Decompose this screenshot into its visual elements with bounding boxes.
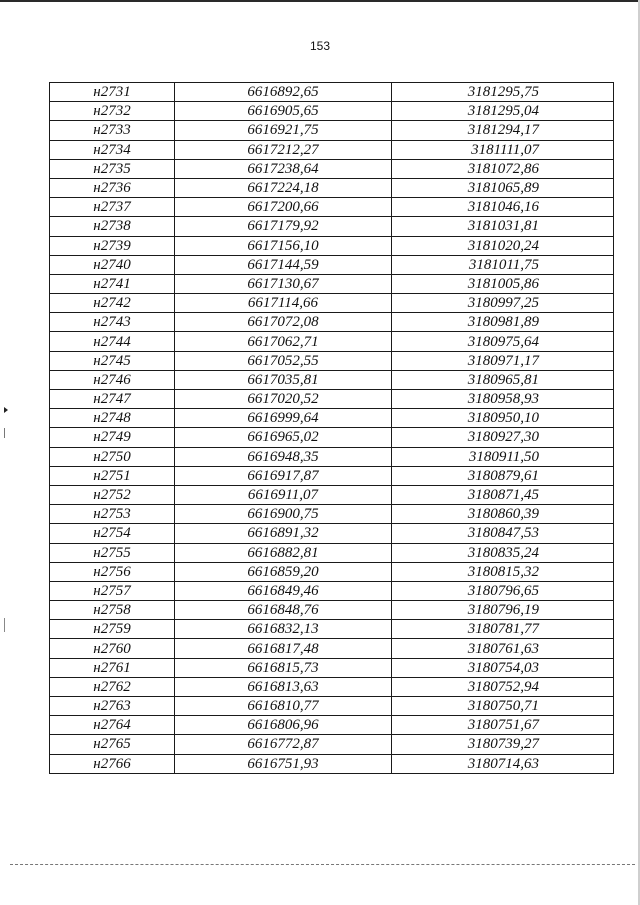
table-row	[50, 178, 614, 197]
x-coordinate-cell: 6616999,64	[175, 409, 392, 428]
point-id-cell: н2750	[50, 447, 175, 466]
x-coordinate-cell: 6616905,65	[175, 102, 392, 121]
scan-margin-mark	[4, 428, 5, 438]
table-row	[50, 620, 614, 639]
x-coordinate-cell: 6616965,02	[175, 428, 392, 447]
x-coordinate-cell: 6616815,73	[175, 658, 392, 677]
table-row	[50, 581, 614, 600]
table-row	[50, 236, 614, 255]
point-id-cell: н2746	[50, 370, 175, 389]
point-id-cell: н2752	[50, 485, 175, 504]
x-coordinate-cell: 6616921,75	[175, 121, 392, 140]
scan-margin-mark	[4, 407, 8, 413]
y-coordinate-cell: 3180815,32	[392, 562, 614, 581]
point-id-cell: н2757	[50, 581, 175, 600]
point-id-cell: н2738	[50, 217, 175, 236]
y-coordinate-cell: 3181005,86	[392, 274, 614, 293]
table-row	[50, 658, 614, 677]
y-coordinate-cell: 3181295,04	[392, 102, 614, 121]
table-row	[50, 601, 614, 620]
scan-margin-mark	[4, 618, 5, 632]
point-id-cell: н2753	[50, 505, 175, 524]
point-id-cell: н2748	[50, 409, 175, 428]
y-coordinate-cell: 3180751,67	[392, 716, 614, 735]
scan-bottom-edge	[10, 864, 635, 865]
y-coordinate-cell: 3180752,94	[392, 677, 614, 696]
y-coordinate-cell: 3180981,89	[392, 313, 614, 332]
x-coordinate-cell: 6616882,81	[175, 543, 392, 562]
y-coordinate-cell: 3180950,10	[392, 409, 614, 428]
y-coordinate-cell: 3181294,17	[392, 121, 614, 140]
x-coordinate-cell: 6616891,32	[175, 524, 392, 543]
y-coordinate-cell: 3181295,75	[392, 83, 614, 102]
point-id-cell: н2764	[50, 716, 175, 735]
y-coordinate-cell: 3180739,27	[392, 735, 614, 754]
y-coordinate-cell: 3180965,81	[392, 370, 614, 389]
point-id-cell: н2747	[50, 390, 175, 409]
x-coordinate-cell: 6616911,07	[175, 485, 392, 504]
table-row	[50, 562, 614, 581]
point-id-cell: н2760	[50, 639, 175, 658]
x-coordinate-cell: 6616848,76	[175, 601, 392, 620]
y-coordinate-cell: 3180750,71	[392, 697, 614, 716]
table-row	[50, 447, 614, 466]
x-coordinate-cell: 6617035,81	[175, 370, 392, 389]
y-coordinate-cell: 3180975,64	[392, 332, 614, 351]
x-coordinate-cell: 6617062,71	[175, 332, 392, 351]
table-row	[50, 409, 614, 428]
point-id-cell: н2745	[50, 351, 175, 370]
table-row	[50, 466, 614, 485]
x-coordinate-cell: 6617072,08	[175, 313, 392, 332]
x-coordinate-cell: 6617212,27	[175, 140, 392, 159]
point-id-cell: н2740	[50, 255, 175, 274]
y-coordinate-cell: 3180871,45	[392, 485, 614, 504]
y-coordinate-cell: 3180714,63	[392, 754, 614, 773]
point-id-cell: н2759	[50, 620, 175, 639]
y-coordinate-cell: 3180847,53	[392, 524, 614, 543]
table-row	[50, 543, 614, 562]
table-row	[50, 505, 614, 524]
table-row	[50, 370, 614, 389]
x-coordinate-cell: 6616813,63	[175, 677, 392, 696]
x-coordinate-cell: 6616817,48	[175, 639, 392, 658]
point-id-cell: н2736	[50, 178, 175, 197]
point-id-cell: н2734	[50, 140, 175, 159]
x-coordinate-cell: 6617144,59	[175, 255, 392, 274]
point-id-cell: н2763	[50, 697, 175, 716]
y-coordinate-cell: 3180835,24	[392, 543, 614, 562]
y-coordinate-cell: 3180761,63	[392, 639, 614, 658]
x-coordinate-cell: 6617114,66	[175, 294, 392, 313]
table-row	[50, 83, 614, 102]
table-row	[50, 159, 614, 178]
x-coordinate-cell: 6617200,66	[175, 198, 392, 217]
x-coordinate-cell: 6616859,20	[175, 562, 392, 581]
y-coordinate-cell: 3180879,61	[392, 466, 614, 485]
point-id-cell: н2739	[50, 236, 175, 255]
point-id-cell: н2754	[50, 524, 175, 543]
point-id-cell: н2737	[50, 198, 175, 217]
table-row	[50, 313, 614, 332]
x-coordinate-cell: 6616849,46	[175, 581, 392, 600]
table-row	[50, 217, 614, 236]
y-coordinate-cell: 3181046,16	[392, 198, 614, 217]
point-id-cell: н2758	[50, 601, 175, 620]
x-coordinate-cell: 6617224,18	[175, 178, 392, 197]
table-row	[50, 332, 614, 351]
y-coordinate-cell: 3180796,65	[392, 581, 614, 600]
x-coordinate-cell: 6616751,93	[175, 754, 392, 773]
point-id-cell: н2744	[50, 332, 175, 351]
table-row	[50, 735, 614, 754]
x-coordinate-cell: 6616892,65	[175, 83, 392, 102]
table-row	[50, 121, 614, 140]
x-coordinate-cell: 6617179,92	[175, 217, 392, 236]
table-row	[50, 198, 614, 217]
scan-top-edge	[0, 0, 640, 2]
table-row	[50, 274, 614, 293]
y-coordinate-cell: 3180860,39	[392, 505, 614, 524]
x-coordinate-cell: 6616917,87	[175, 466, 392, 485]
y-coordinate-cell: 3180958,93	[392, 390, 614, 409]
table-row	[50, 639, 614, 658]
y-coordinate-cell: 3180971,17	[392, 351, 614, 370]
point-id-cell: н2733	[50, 121, 175, 140]
y-coordinate-cell: 3181011,75	[392, 255, 614, 274]
table-row	[50, 351, 614, 370]
table-row	[50, 697, 614, 716]
point-id-cell: н2732	[50, 102, 175, 121]
table-row	[50, 485, 614, 504]
x-coordinate-cell: 6617052,55	[175, 351, 392, 370]
y-coordinate-cell: 3181111,07	[392, 140, 614, 159]
table-row	[50, 255, 614, 274]
point-id-cell: н2761	[50, 658, 175, 677]
point-id-cell: н2743	[50, 313, 175, 332]
point-id-cell: н2755	[50, 543, 175, 562]
x-coordinate-cell: 6616832,13	[175, 620, 392, 639]
x-coordinate-cell: 6616810,77	[175, 697, 392, 716]
point-id-cell: н2762	[50, 677, 175, 696]
y-coordinate-cell: 3180927,30	[392, 428, 614, 447]
point-id-cell: н2749	[50, 428, 175, 447]
point-id-cell: н2756	[50, 562, 175, 581]
x-coordinate-cell: 6617238,64	[175, 159, 392, 178]
page-number: 153	[309, 39, 331, 53]
x-coordinate-cell: 6617156,10	[175, 236, 392, 255]
point-id-cell: н2766	[50, 754, 175, 773]
point-id-cell: н2741	[50, 274, 175, 293]
table-row	[50, 102, 614, 121]
table-row	[50, 754, 614, 773]
x-coordinate-cell: 6616948,35	[175, 447, 392, 466]
y-coordinate-cell: 3181072,86	[392, 159, 614, 178]
table-row	[50, 428, 614, 447]
point-id-cell: н2735	[50, 159, 175, 178]
x-coordinate-cell: 6616772,87	[175, 735, 392, 754]
table-row	[50, 677, 614, 696]
point-id-cell: н2731	[50, 83, 175, 102]
x-coordinate-cell: 6617130,67	[175, 274, 392, 293]
table-row	[50, 716, 614, 735]
x-coordinate-cell: 6617020,52	[175, 390, 392, 409]
y-coordinate-cell: 3181020,24	[392, 236, 614, 255]
y-coordinate-cell: 3181031,81	[392, 217, 614, 236]
table-row	[50, 294, 614, 313]
point-id-cell: н2742	[50, 294, 175, 313]
y-coordinate-cell: 3180911,50	[392, 447, 614, 466]
y-coordinate-cell: 3181065,89	[392, 178, 614, 197]
coordinates-table-body	[50, 83, 614, 774]
x-coordinate-cell: 6616806,96	[175, 716, 392, 735]
table-row	[50, 390, 614, 409]
point-id-cell: н2751	[50, 466, 175, 485]
point-id-cell: н2765	[50, 735, 175, 754]
table-row	[50, 140, 614, 159]
y-coordinate-cell: 3180796,19	[392, 601, 614, 620]
y-coordinate-cell: 3180754,03	[392, 658, 614, 677]
x-coordinate-cell: 6616900,75	[175, 505, 392, 524]
coordinates-table	[49, 82, 614, 774]
table-row	[50, 524, 614, 543]
y-coordinate-cell: 3180997,25	[392, 294, 614, 313]
y-coordinate-cell: 3180781,77	[392, 620, 614, 639]
